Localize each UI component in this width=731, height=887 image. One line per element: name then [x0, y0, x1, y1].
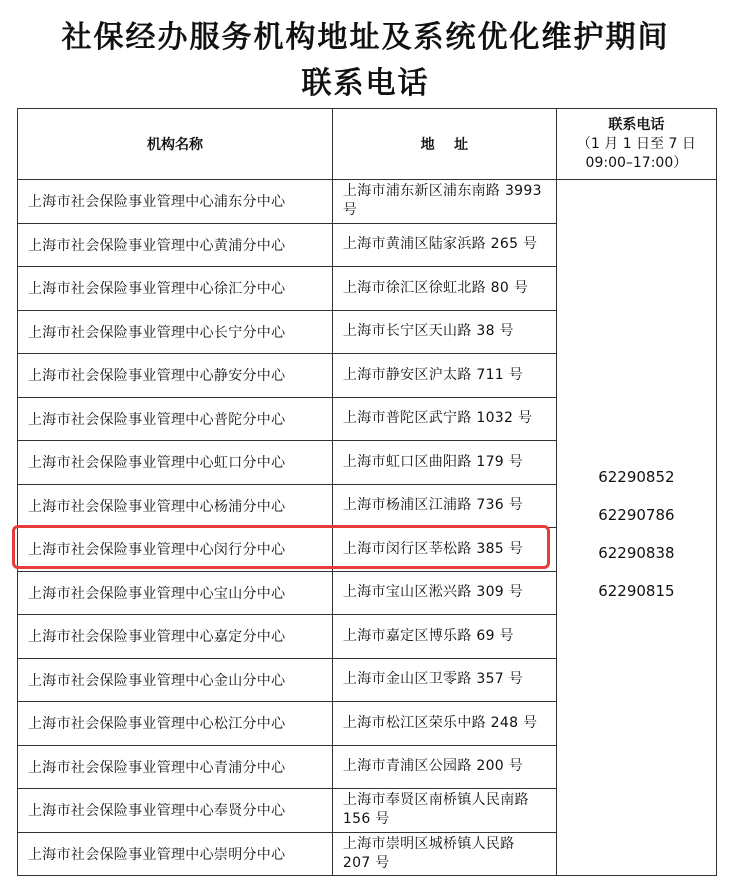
office-name: 上海市社会保险事业管理中心奉贤分中心 — [18, 789, 333, 833]
office-name: 上海市社会保险事业管理中心闵行分中心 — [18, 528, 333, 572]
phone-cell — [556, 180, 716, 876]
phone-number: 62290838 — [598, 543, 675, 562]
page-title-line-2: 联系电话 — [301, 66, 430, 101]
office-address: 上海市嘉定区博乐路 69 号 — [332, 615, 556, 659]
office-name: 上海市社会保险事业管理中心金山分中心 — [18, 658, 333, 702]
office-name: 上海市社会保险事业管理中心静安分中心 — [18, 354, 333, 398]
header-name: 机构名称 — [18, 109, 333, 180]
office-name: 上海市社会保险事业管理中心杨浦分中心 — [18, 484, 333, 528]
table-row — [18, 180, 717, 224]
header-address-label: 地 址 — [420, 137, 469, 153]
phone-number: 62290852 — [598, 467, 675, 486]
office-name: 上海市社会保险事业管理中心青浦分中心 — [18, 745, 333, 789]
office-address: 上海市崇明区城桥镇人民路 207 号 — [332, 832, 556, 876]
office-address: 上海市宝山区淞兴路 309 号 — [332, 571, 556, 615]
phone-list — [567, 458, 706, 610]
office-address: 上海市松江区荣乐中路 248 号 — [332, 702, 556, 746]
phone-number: 62290815 — [598, 581, 675, 600]
office-name: 上海市社会保险事业管理中心徐汇分中心 — [18, 267, 333, 311]
header-address — [332, 109, 556, 180]
office-address: 上海市浦东新区浦东南路 3993 号 — [332, 180, 556, 224]
office-name: 上海市社会保险事业管理中心普陀分中心 — [18, 397, 333, 441]
office-name: 上海市社会保险事业管理中心浦东分中心 — [18, 180, 333, 224]
office-name: 上海市社会保险事业管理中心嘉定分中心 — [18, 615, 333, 659]
office-address: 上海市静安区沪太路 711 号 — [332, 354, 556, 398]
office-name: 上海市社会保险事业管理中心长宁分中心 — [18, 310, 333, 354]
office-address: 上海市金山区卫零路 357 号 — [332, 658, 556, 702]
page-title-line-1: 社保经办服务机构地址及系统优化维护期间 — [61, 20, 670, 55]
office-address: 上海市徐汇区徐虹北路 80 号 — [332, 267, 556, 311]
office-table — [17, 108, 717, 876]
office-address: 上海市虹口区曲阳路 179 号 — [332, 441, 556, 485]
office-address: 上海市闵行区莘松路 385 号 — [332, 528, 556, 572]
header-phone-hours: 09:00–17:00） — [585, 154, 688, 171]
table-header-row — [18, 109, 717, 180]
header-phone — [556, 109, 716, 180]
office-name: 上海市社会保险事业管理中心虹口分中心 — [18, 441, 333, 485]
office-name: 上海市社会保险事业管理中心宝山分中心 — [18, 571, 333, 615]
office-name: 上海市社会保险事业管理中心黄浦分中心 — [18, 223, 333, 267]
header-phone-title: 联系电话 — [608, 116, 665, 133]
office-address: 上海市黄浦区陆家浜路 265 号 — [332, 223, 556, 267]
office-name: 上海市社会保险事业管理中心松江分中心 — [18, 702, 333, 746]
header-phone-dates: （1 月 1 日至 7 日 — [576, 135, 696, 152]
office-address: 上海市杨浦区江浦路 736 号 — [332, 484, 556, 528]
office-address: 上海市长宁区天山路 38 号 — [332, 310, 556, 354]
phone-number: 62290786 — [598, 505, 675, 524]
office-address: 上海市青浦区公园路 200 号 — [332, 745, 556, 789]
office-address: 上海市奉贤区南桥镇人民南路 156 号 — [332, 789, 556, 833]
office-address: 上海市普陀区武宁路 1032 号 — [332, 397, 556, 441]
office-name: 上海市社会保险事业管理中心崇明分中心 — [18, 832, 333, 876]
